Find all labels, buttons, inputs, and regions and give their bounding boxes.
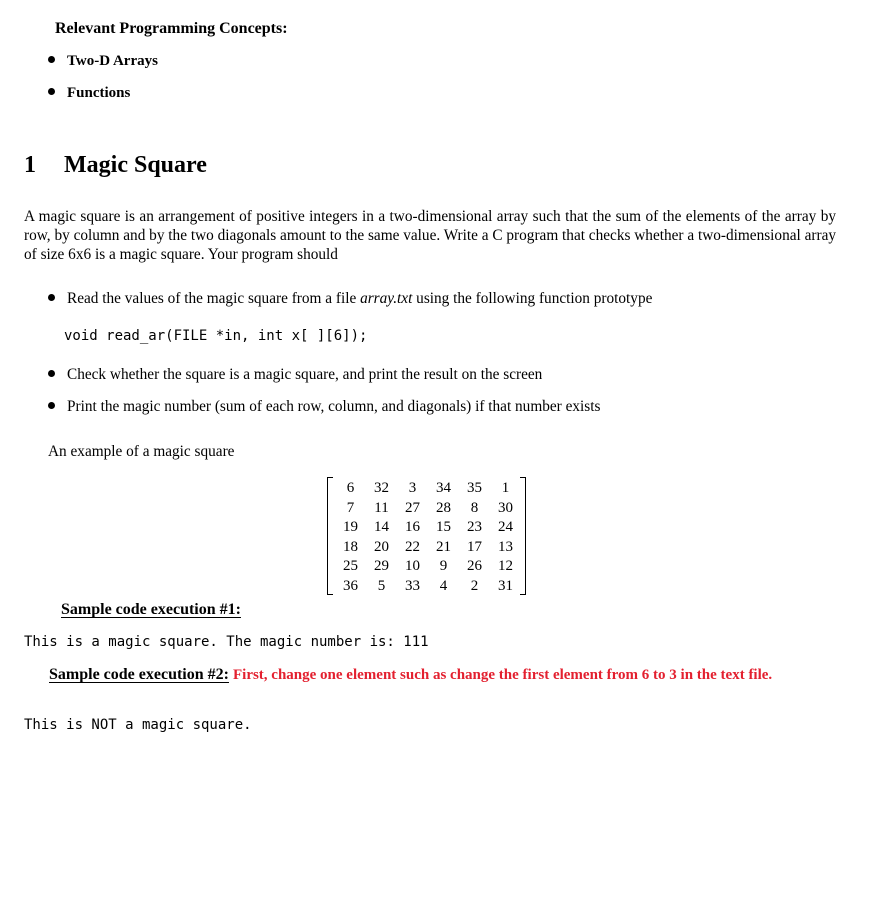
bullet-icon bbox=[48, 402, 55, 409]
matrix-cell: 15 bbox=[436, 519, 451, 535]
task-item-read bbox=[48, 290, 652, 308]
matrix-cell: 14 bbox=[374, 519, 389, 535]
concept-item-two-d-arrays bbox=[48, 53, 158, 70]
task-read-text: Read the values of the magic square from a file bbox=[67, 290, 361, 307]
matrix-cell: 36 bbox=[343, 577, 358, 594]
matrix-cell: 13 bbox=[498, 538, 513, 555]
matrix-cell: 1 bbox=[501, 480, 510, 496]
matrix-row bbox=[335, 538, 521, 558]
matrix-cell: 32 bbox=[374, 480, 389, 496]
bullet-icon bbox=[48, 88, 55, 95]
section-number: 1 bbox=[24, 152, 36, 178]
matrix-cell: 25 bbox=[343, 558, 358, 574]
matrix-cell: 19 bbox=[343, 519, 358, 535]
example-caption: An example of a magic square bbox=[48, 443, 235, 460]
bullet-icon bbox=[48, 370, 55, 377]
magic-square-matrix bbox=[327, 477, 526, 595]
task-print-text: Print the magic number (sum of each row, column, and diagonals) if that number exists bbox=[67, 398, 601, 415]
matrix-row bbox=[335, 479, 521, 499]
sample2-label: Sample code execution #2: bbox=[49, 666, 229, 683]
matrix-row bbox=[335, 577, 521, 597]
matrix-cell: 9 bbox=[439, 558, 448, 574]
matrix-cell: 12 bbox=[498, 558, 513, 574]
matrix-cell: 26 bbox=[467, 558, 482, 574]
bullet-icon bbox=[48, 56, 55, 63]
matrix-row bbox=[335, 557, 521, 577]
matrix-cell: 27 bbox=[405, 499, 420, 516]
matrix-cell: 24 bbox=[498, 519, 513, 535]
matrix-cell: 4 bbox=[439, 577, 448, 594]
matrix-cell: 30 bbox=[498, 499, 513, 516]
sample2-output: This is NOT a magic square. bbox=[24, 717, 252, 733]
matrix-cell: 10 bbox=[405, 558, 420, 574]
matrix-cell: 18 bbox=[343, 538, 358, 555]
task-read-filename: array.txt bbox=[360, 290, 413, 307]
matrix-cell: 3 bbox=[408, 480, 417, 496]
matrix-cell: 8 bbox=[470, 499, 479, 516]
bullet-icon bbox=[48, 294, 55, 301]
matrix-cell: 17 bbox=[467, 538, 482, 555]
sample2-block bbox=[24, 665, 836, 685]
sample1-output: This is a magic square. The magic number is: 111 bbox=[24, 634, 429, 650]
sample2-note: First, change one element such as change the first element from 6 to 3 in the text file. bbox=[232, 667, 773, 683]
matrix-cell: 35 bbox=[467, 480, 482, 496]
matrix-cell: 21 bbox=[436, 538, 451, 555]
section-title: Magic Square bbox=[64, 152, 207, 178]
matrix-cell: 2 bbox=[470, 577, 479, 594]
matrix-cell: 16 bbox=[405, 519, 420, 535]
concept-item-label: Two-D Arrays bbox=[67, 53, 158, 69]
matrix-cell: 22 bbox=[405, 538, 420, 555]
task-item-check bbox=[48, 366, 542, 384]
matrix-cell: 34 bbox=[436, 480, 451, 496]
matrix-cell: 23 bbox=[467, 519, 482, 535]
intro-paragraph: A magic square is an arrangement of positive integers in a two-dimensional array such that the sum of the elements of the array by row, by column and by the two diagonals amount to the same value. Write a C program that checks whether a two-dimensional array of size 6x6 is a magic square. Your program should bbox=[24, 208, 837, 263]
function-prototype: void read_ar(FILE *in, int x[ ][6]); bbox=[64, 328, 368, 344]
matrix-cell: 5 bbox=[377, 577, 386, 594]
concept-item-label: Functions bbox=[67, 85, 131, 101]
matrix-cell: 6 bbox=[346, 480, 355, 496]
matrix-cell: 28 bbox=[436, 499, 451, 516]
matrix-cell: 7 bbox=[346, 499, 355, 516]
task-item-print bbox=[48, 398, 600, 416]
matrix-cell: 11 bbox=[374, 499, 389, 516]
concepts-heading: Relevant Programming Concepts: bbox=[55, 20, 288, 37]
task-read-suffix: using the following function prototype bbox=[412, 290, 653, 307]
matrix-cell: 33 bbox=[405, 577, 420, 594]
matrix-row bbox=[335, 499, 521, 519]
task-check-text: Check whether the square is a magic square, and print the result on the screen bbox=[67, 366, 543, 383]
matrix-cell: 29 bbox=[374, 558, 389, 574]
matrix-row bbox=[335, 518, 521, 538]
concept-item-functions bbox=[48, 85, 130, 102]
sample1-label: Sample code execution #1: bbox=[61, 601, 241, 618]
matrix-cell: 31 bbox=[498, 577, 513, 594]
matrix-left-bracket bbox=[327, 477, 333, 595]
matrix-cell: 20 bbox=[374, 538, 389, 555]
matrix-grid bbox=[335, 479, 521, 596]
